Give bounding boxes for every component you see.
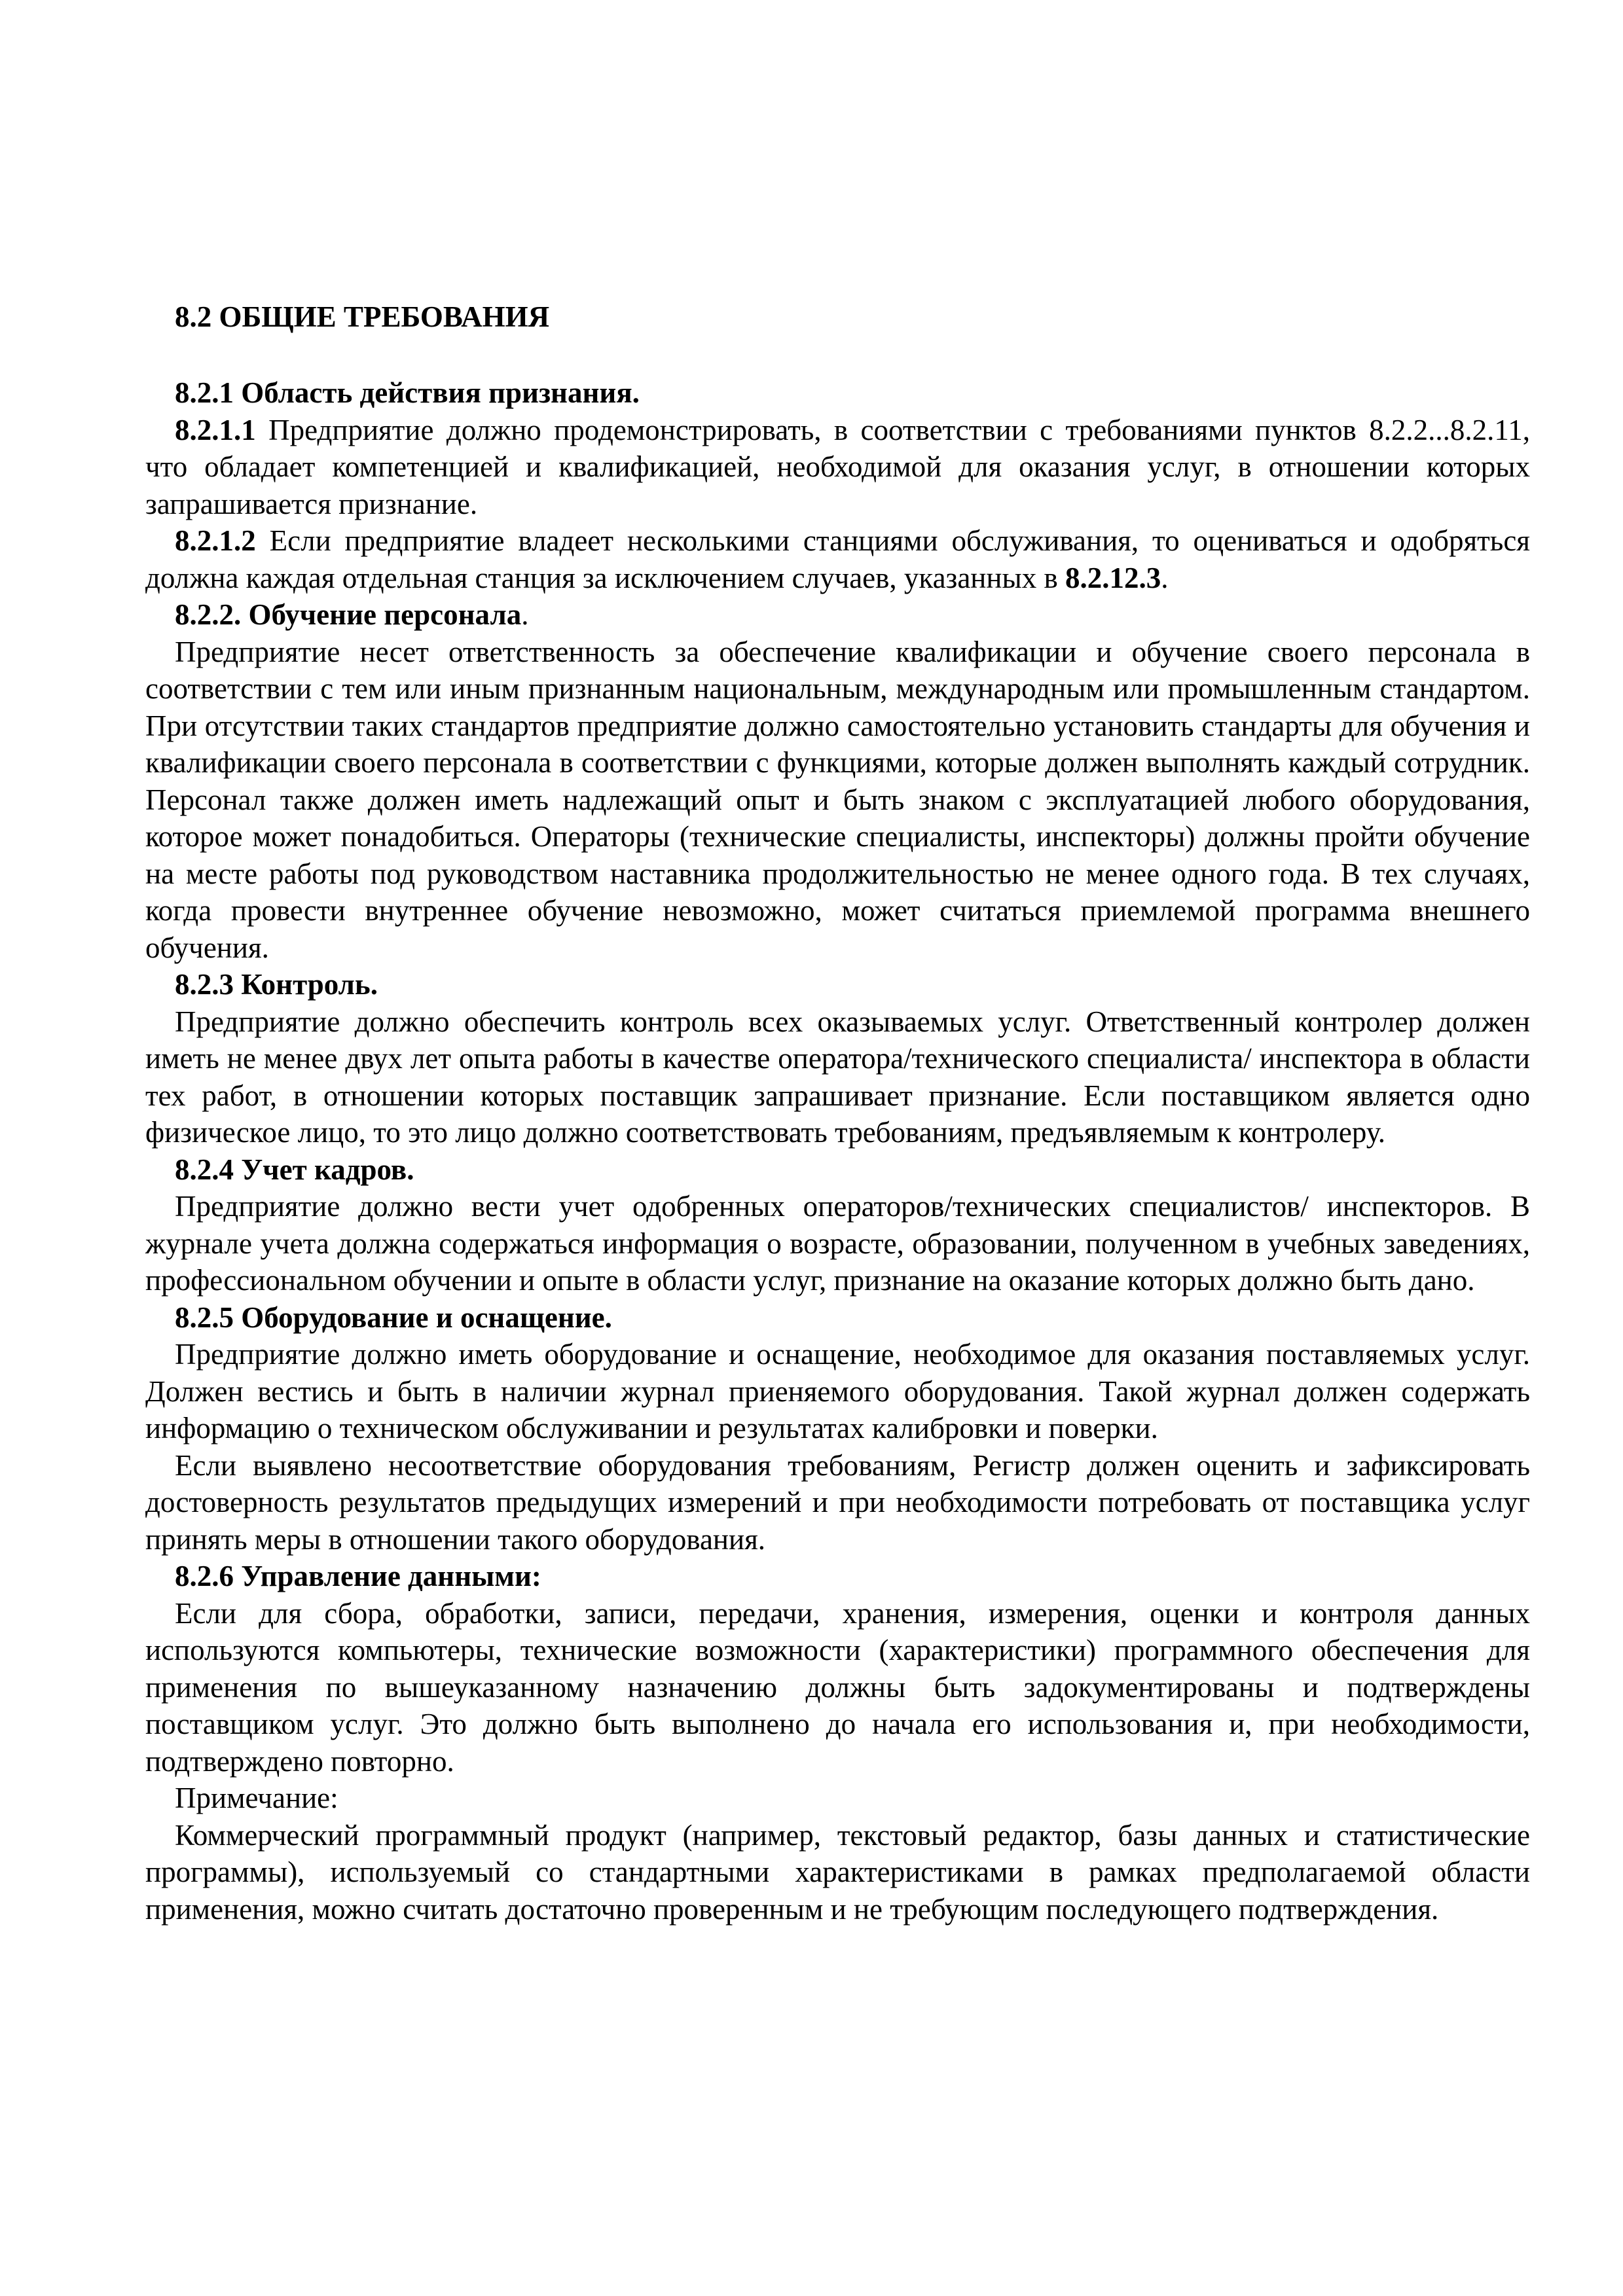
- paragraph-8-2-1-2: [145, 522, 1530, 596]
- heading-8-2-4: 8.2.4 Учет кадров.: [175, 1153, 414, 1186]
- clause-number: 8.2.1.2: [175, 524, 256, 557]
- paragraph-text: Если предприятие владеет несколькими станциями обслуживания, то оцениваться и одобряться должна каждая отдельная станция за исключением случаев, указанных в: [145, 524, 1530, 594]
- paragraph-8-2-6: Если для сбора, обработки, записи, передачи, хранения, измерения, оценки и контроля данных используются компьютеры, технические возможности (характеристики) программного обеспечения для применения по вышеуказанному назначению должны быть задокументированы и подтверждены поставщиком услуг. Это должно быть выполнено до начала его использования и, при необходимости, подтверждено повторно.: [145, 1596, 1530, 1778]
- heading-8-2-5: 8.2.5 Оборудование и оснащение.: [175, 1300, 612, 1334]
- document-page: [145, 298, 1530, 1928]
- clause-number: 8.2.1.1: [175, 413, 256, 446]
- heading-8-2-1: 8.2.1 Область действия признания.: [175, 376, 640, 409]
- paragraph-8-2-5-1: Предприятие должно иметь оборудование и оснащение, необходимое для оказания поставляемых услуг. Должен вестись и быть в наличии журнал приеняемого оборудования. Такой журнал должен содержать информацию о техническом обслуживании и результатах калибровки и поверки.: [145, 1338, 1530, 1444]
- heading-8-2-3: 8.2.3 Контроль.: [175, 968, 378, 1001]
- heading-end: .: [521, 598, 529, 631]
- paragraph-end: .: [1161, 561, 1169, 594]
- note-label: Примечание:: [175, 1782, 338, 1814]
- heading-8-2-2: [145, 596, 1530, 634]
- paragraph-8-2-3: Предприятие должно обеспечить контроль всех оказываемых услуг. Ответственный контролер должен иметь не менее двух лет опыта работы в качестве оператора/технического специалиста/ инспектора в области тех работ, в отношении которых поставщик запрашивает признание. Если поставщиком является одно физическое лицо, то это лицо должно соответствовать требованиям, предъявляемым к контролеру.: [145, 1005, 1530, 1149]
- paragraph-8-2-4: Предприятие должно вести учет одобренных операторов/технических специалистов/ инспекторов. В журнале учета должна содержаться информация о возрасте, образовании, полученном в учебных заведениях, профессиональном обучении и опыте в области услуг, признание на оказание которых должно быть дано.: [145, 1190, 1530, 1297]
- paragraph-text: Предприятие должно продемонстрировать, в соответствии с требованиями пунктов 8.2.2...8.2.11, что обладает компетенцией и квалификацией, необходимой для оказания услуг, в отношении которых запрашивается признание.: [145, 413, 1530, 520]
- clause-reference: 8.2.12.3: [1065, 561, 1161, 594]
- heading-text: 8.2.2. Обучение персонала: [175, 598, 522, 631]
- note-text: Коммерческий программный продукт (например, текстовый редактор, базы данных и статистические программы), используемый со стандартными характеристиками в рамках предполагаемой области применения, можно считать достаточно проверенным и не требующим последующего подтверждения.: [145, 1818, 1530, 1926]
- paragraph-8-2-2: Предприятие несет ответственность за обеспечение квалификации и обучение своего персонала в соответствии с тем или иным признанным национальным, международным или промышленным стандартом. При отсутствии таких стандартов предприятие должно самостоятельно установить стандарты для обучения и квалификации своего персонала в соответствии с функциями, которые должен выполнять каждый сотрудник. Персонал также должен иметь надлежащий опыт и быть знаком с эксплуатацией любого оборудования, которое может понадобиться. Операторы (технические специалисты, инспекторы) должны пройти обучение на месте работы под руководством наставника продолжительностью не менее одного года. В тех случаях, когда провести внутреннее обучение невозможно, может считаться приемлемой программа внешнего обучения.: [145, 635, 1530, 964]
- paragraph-8-2-5-2: Если выявлено несоответствие оборудования требованиям, Регистр должен оценить и зафиксировать достоверность результатов предыдущих измерений и при необходимости потребовать от поставщика услуг принять меры в отношении такого оборудования.: [145, 1448, 1530, 1556]
- paragraph-8-2-1-1: [145, 412, 1530, 523]
- section-title: 8.2 ОБЩИЕ ТРЕБОВАНИЯ: [175, 300, 550, 333]
- heading-8-2-6: 8.2.6 Управление данными:: [175, 1560, 541, 1592]
